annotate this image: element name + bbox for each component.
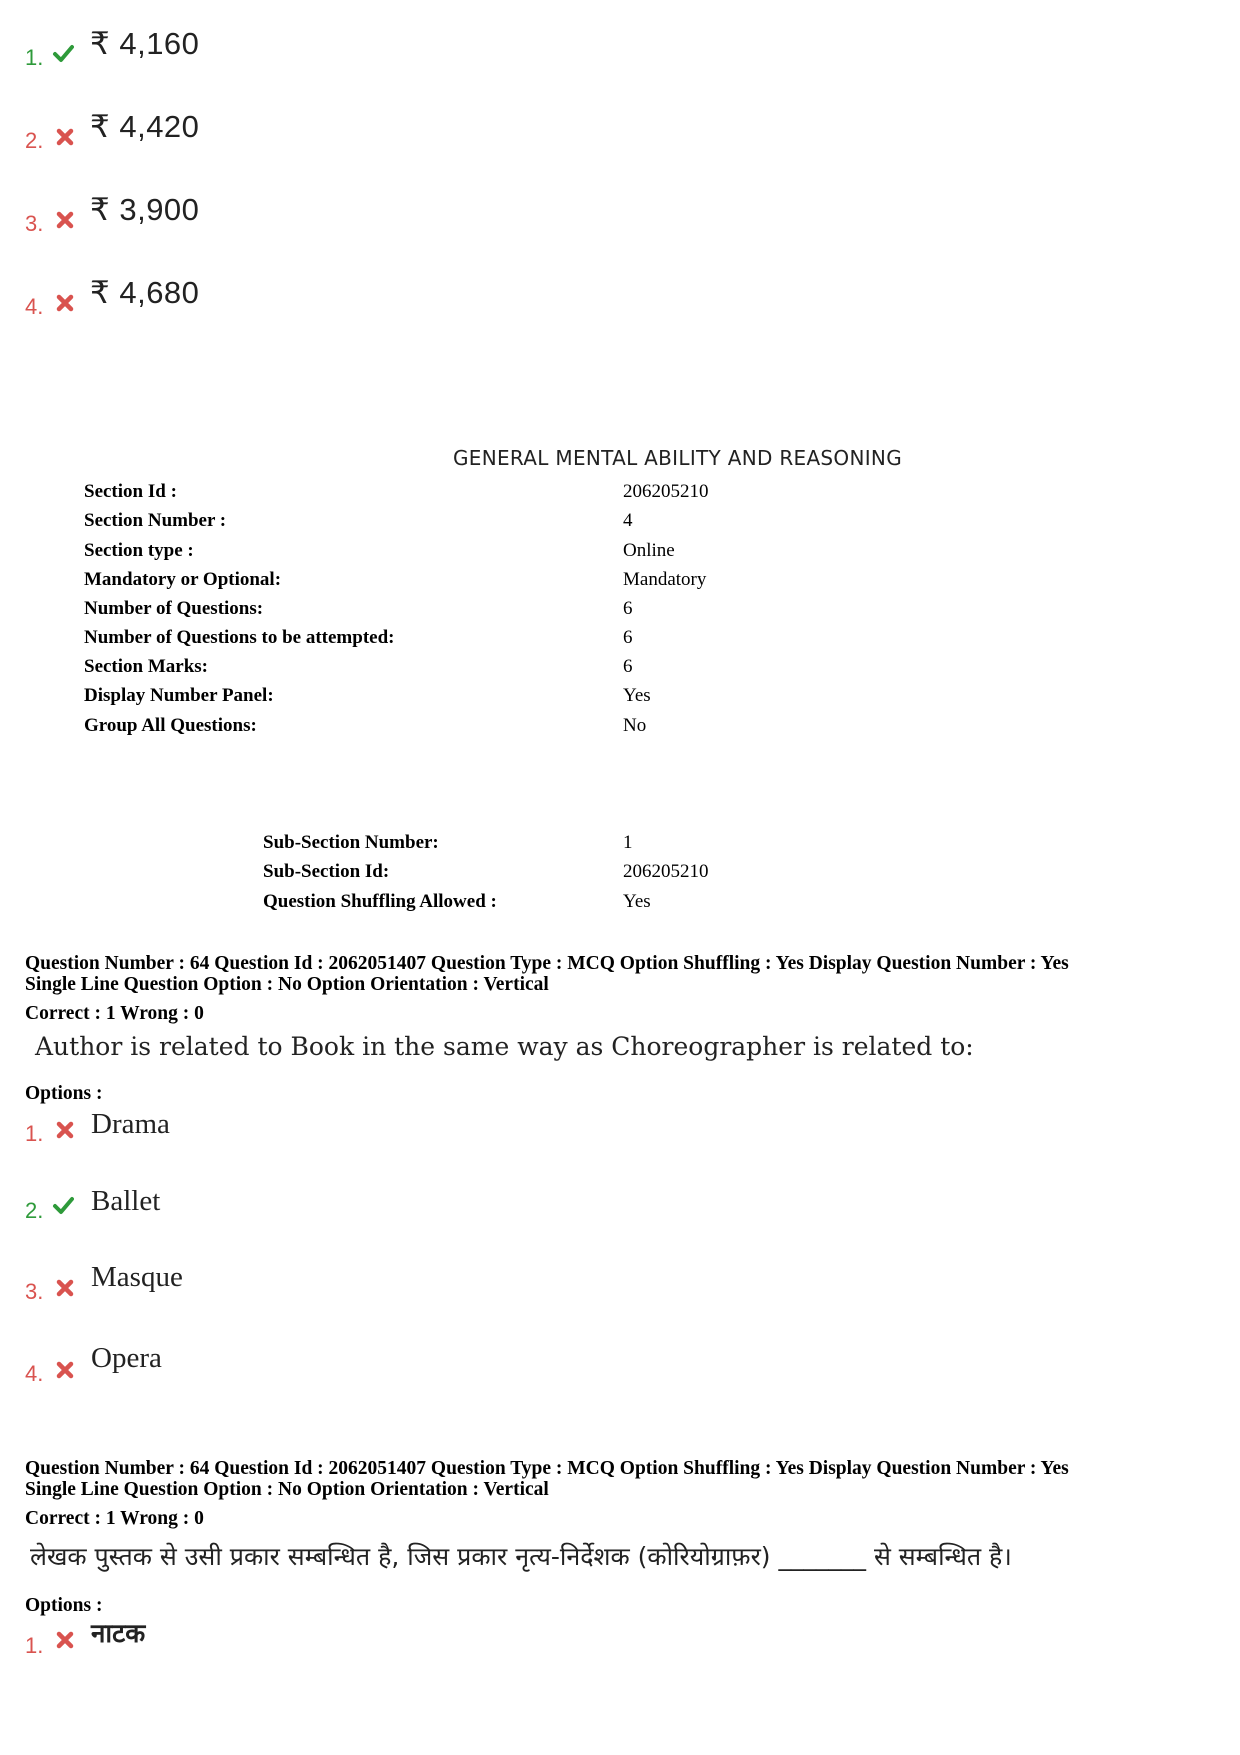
- option-text: ₹ 4,420: [90, 109, 200, 144]
- info-label: Section Marks:: [84, 656, 209, 677]
- cross-icon: [55, 1630, 77, 1652]
- question-text: Author is related to Book in the same way as Choreographer is related to:: [35, 1032, 974, 1061]
- info-value: 6: [623, 598, 633, 619]
- question-marks: Correct : 1 Wrong : 0: [25, 1508, 204, 1529]
- info-label: Mandatory or Optional:: [84, 569, 282, 590]
- option-number: 1.: [25, 1121, 44, 1146]
- option-number: 3.: [25, 211, 44, 236]
- info-label: Number of Questions:: [84, 598, 264, 619]
- option-text: ₹ 4,160: [90, 26, 200, 61]
- info-value: Yes: [623, 891, 651, 912]
- option-text: Opera: [91, 1342, 162, 1374]
- check-icon: [52, 1194, 74, 1216]
- question-meta-line2: Single Line Question Option : No Option Orientation : Vertical: [25, 1479, 549, 1500]
- option-number: 2.: [25, 128, 44, 153]
- info-value: No: [623, 715, 647, 736]
- option-number: 1.: [25, 1633, 44, 1658]
- question-marks: Correct : 1 Wrong : 0: [25, 1003, 204, 1024]
- info-value: 6: [623, 656, 633, 677]
- option-number: 2.: [25, 1198, 44, 1223]
- option-text: Drama: [91, 1108, 170, 1140]
- cross-icon: [55, 293, 77, 315]
- options-label: Options :: [25, 1083, 103, 1104]
- info-label: Question Shuffling Allowed :: [263, 891, 497, 912]
- info-value: Mandatory: [623, 569, 707, 590]
- option-number: 3.: [25, 1279, 44, 1304]
- info-label: Section type :: [84, 540, 194, 561]
- option-number: 4.: [25, 1361, 44, 1386]
- options-label: Options :: [25, 1595, 103, 1616]
- info-value: 206205210: [623, 481, 709, 502]
- cross-icon: [55, 1360, 77, 1382]
- info-value: Online: [623, 540, 675, 561]
- question-meta-line1: Question Number : 64 Question Id : 2062051407 Question Type : MCQ Option Shuffling : Yes Display Question Number : Yes: [25, 953, 1069, 974]
- option-text: ₹ 3,900: [90, 192, 200, 227]
- question-text: लेखक पुस्तक से उसी प्रकार सम्बन्धित है, जिस प्रकार नृत्य-निर्देशक (कोरियोग्राफ़र) _______ से सम्बन्धित है।: [30, 1542, 1012, 1571]
- check-icon: [52, 42, 74, 64]
- option-text: नाटक: [91, 1619, 146, 1649]
- option-text: Masque: [91, 1261, 183, 1293]
- info-label: Display Number Panel:: [84, 685, 274, 706]
- info-value: 4: [623, 510, 633, 531]
- cross-icon: [55, 1120, 77, 1142]
- question-meta-line1: Question Number : 64 Question Id : 2062051407 Question Type : MCQ Option Shuffling : Yes Display Question Number : Yes: [25, 1458, 1069, 1479]
- section-title: GENERAL MENTAL ABILITY AND REASONING: [452, 446, 902, 470]
- info-value: 206205210: [623, 861, 709, 882]
- info-value: 6: [623, 627, 633, 648]
- info-value: 1: [623, 832, 633, 853]
- info-label: Sub-Section Id:: [263, 861, 390, 882]
- option-number: 4.: [25, 294, 44, 319]
- option-text: ₹ 4,680: [90, 275, 200, 310]
- question-meta-line2: Single Line Question Option : No Option Orientation : Vertical: [25, 974, 549, 995]
- cross-icon: [55, 127, 77, 149]
- option-number: 1.: [25, 45, 44, 70]
- info-label: Number of Questions to be attempted:: [84, 627, 395, 648]
- info-label: Sub-Section Number:: [263, 832, 439, 853]
- cross-icon: [55, 210, 77, 232]
- option-text: Ballet: [91, 1185, 161, 1217]
- info-label: Section Id :: [84, 481, 177, 502]
- cross-icon: [55, 1278, 77, 1300]
- info-label: Group All Questions:: [84, 715, 257, 736]
- info-value: Yes: [623, 685, 651, 706]
- info-label: Section Number :: [84, 510, 227, 531]
